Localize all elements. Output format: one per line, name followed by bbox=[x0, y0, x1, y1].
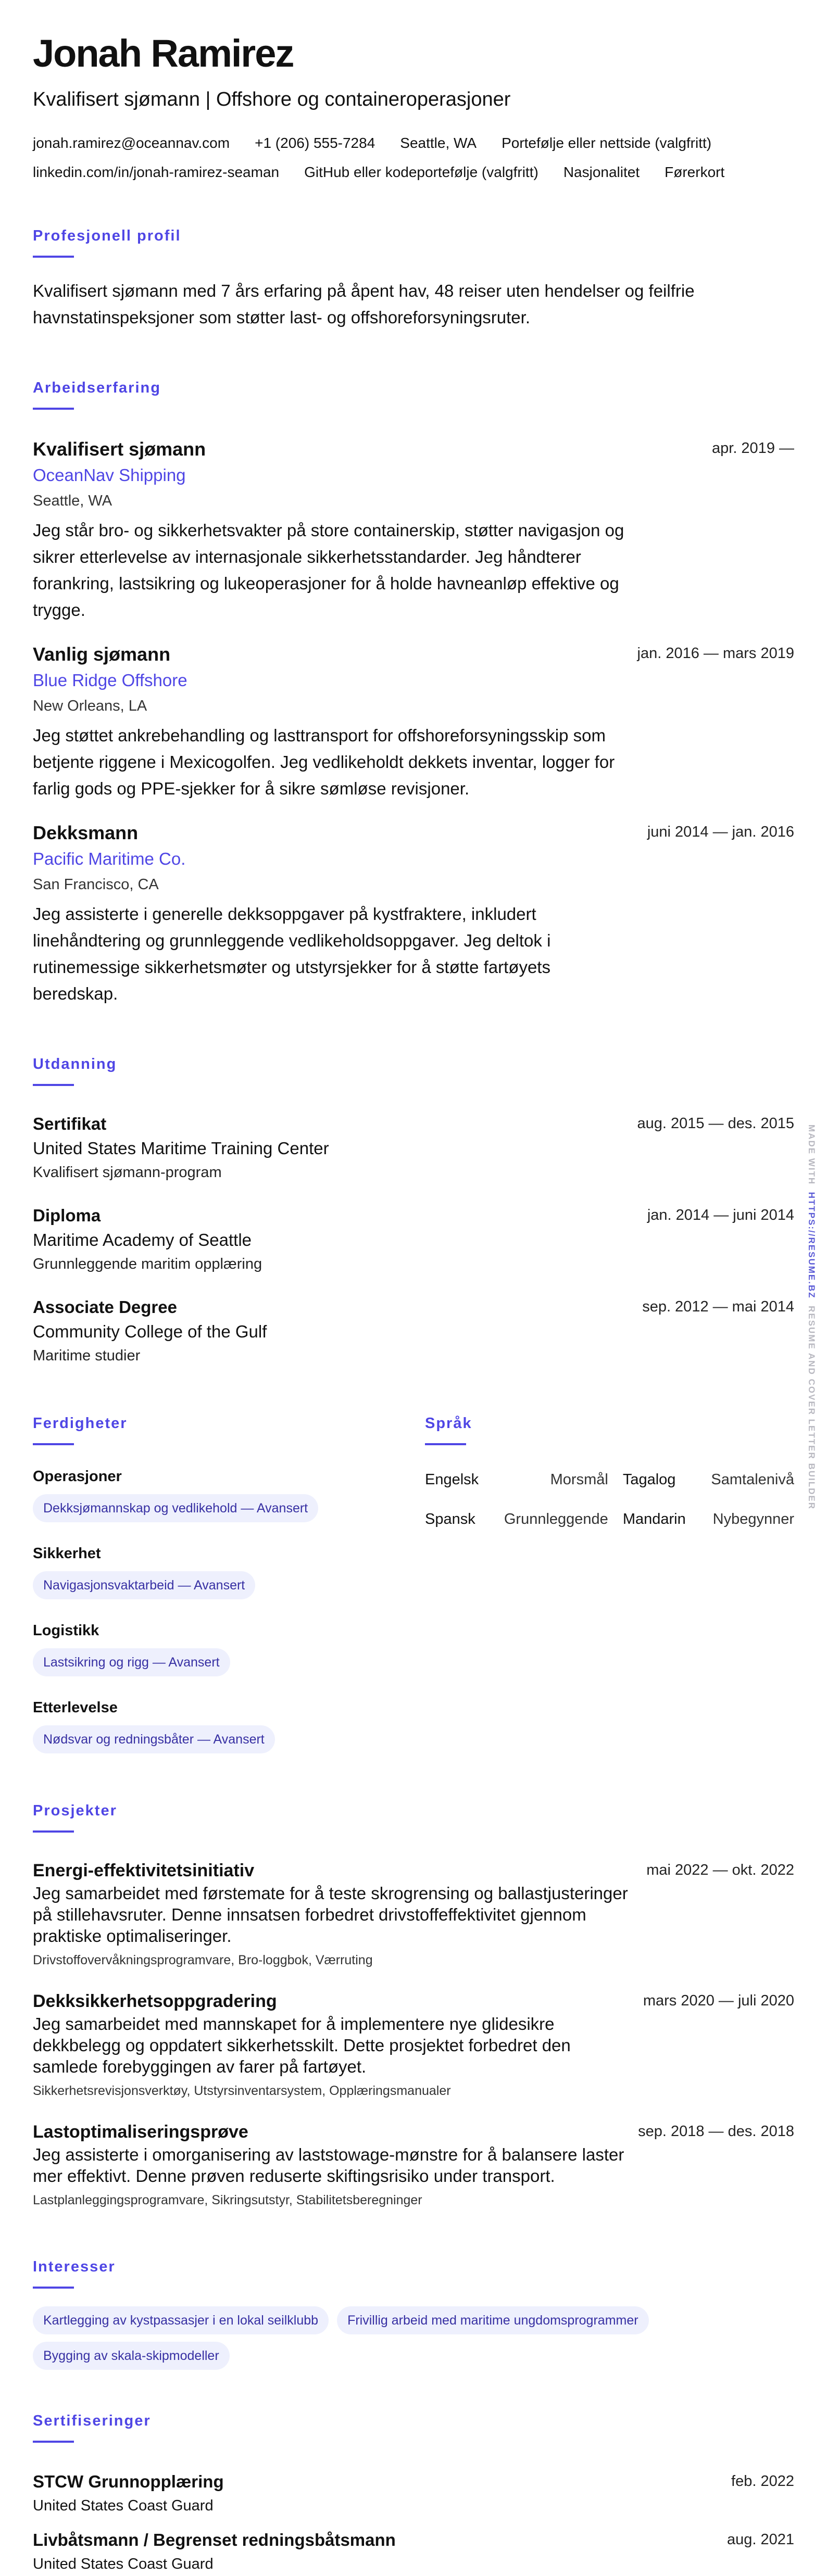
interest-chip: Kartlegging av kystpassasjer i en lokal seilklubb bbox=[33, 2306, 329, 2334]
contact-nationality: Nasjonalitet bbox=[563, 163, 640, 180]
certification-issuer: United States Coast Guard bbox=[33, 2555, 214, 2572]
candidate-title: Kvalifisert sjømann | Offshore og containeroperasjoner bbox=[33, 89, 511, 111]
section-divider bbox=[33, 2287, 74, 2289]
job-title: Vanlig sjømann bbox=[33, 643, 171, 665]
builder-watermark bbox=[804, 1125, 819, 1510]
certification-entry bbox=[33, 2470, 794, 2518]
degree: Associate Degree bbox=[33, 1297, 177, 1317]
section-heading: Prosjekter bbox=[33, 1802, 117, 1819]
resume-page bbox=[33, 0, 794, 2576]
job-title: Dekksmann bbox=[33, 822, 139, 843]
project-description: Jeg assisterte i omorganisering av laststowage-mønstre for å balansere laster mer effektivt. Denne prøven reduserte skiftingsrisiko under transport. bbox=[33, 2144, 624, 2186]
section-heading: Profesjonell profil bbox=[33, 227, 181, 244]
contact-email[interactable]: jonah.ramirez@oceannav.com bbox=[33, 134, 230, 151]
experience-entry bbox=[33, 820, 794, 1007]
program: Grunnleggende maritim opplæring bbox=[33, 1255, 262, 1272]
section-divider bbox=[425, 1443, 466, 1445]
job-title: Kvalifisert sjømann bbox=[33, 438, 206, 460]
skill-category: Operasjoner bbox=[33, 1468, 122, 1485]
section-divider bbox=[33, 1084, 74, 1086]
job-description: Jeg støttet ankrebehandling og lasttransport for offshoreforsyningsskip som betjente riggene i Mexicogolfen. Jeg vedlikeholdt dekkets inventar, logger for farlig gods og PPE-sjekker for å sikre sømløse revisjoner. bbox=[33, 725, 615, 798]
education-date: jan. 2014 — juni 2014 bbox=[647, 1206, 794, 1223]
education-date: sep. 2012 — mai 2014 bbox=[642, 1298, 794, 1315]
job-location: New Orleans, LA bbox=[33, 697, 147, 714]
education-entry bbox=[33, 1295, 794, 1367]
degree: Sertifikat bbox=[33, 1114, 107, 1133]
job-company: OceanNav Shipping bbox=[33, 465, 186, 485]
interest-chip: Bygging av skala-skipmodeller bbox=[33, 2342, 230, 2370]
section-divider bbox=[33, 408, 74, 410]
contact-portfolio[interactable]: Portefølje eller nettside (valgfritt) bbox=[502, 134, 712, 151]
interest-chip: Frivillig arbeid med maritime ungdomsprogrammer bbox=[337, 2306, 649, 2334]
project-tools: Lastplanleggingsprogramvare, Sikringsutstyr, Stabilitetsberegninger bbox=[33, 2192, 422, 2207]
job-company: Blue Ridge Offshore bbox=[33, 670, 187, 690]
project-title: Dekksikkerhetsoppgradering bbox=[33, 1991, 277, 2011]
degree: Diploma bbox=[33, 1205, 101, 1225]
language-name: Tagalog bbox=[622, 1471, 676, 1488]
skills-languages-row bbox=[33, 1414, 794, 1753]
education-entry bbox=[33, 1112, 794, 1184]
project-date: mai 2022 — okt. 2022 bbox=[646, 1861, 794, 1878]
contact-location: Seattle, WA bbox=[400, 134, 477, 151]
project-description: Jeg samarbeidet med mannskapet for å implementere nye glidesikre dekkbelegg og oppdatert sikkerhetsskilt. Dette prosjektet forbedret den samlede forebyggingen av farer på fartøyet. bbox=[33, 2014, 571, 2076]
certification-date: aug. 2021 bbox=[726, 2531, 794, 2548]
skill-category: Etterlevelse bbox=[33, 1699, 118, 1716]
certification-entry bbox=[33, 2528, 794, 2576]
contact-license: Førerkort bbox=[665, 163, 725, 180]
section-heading: Arbeidserfaring bbox=[33, 379, 161, 396]
job-location: Seattle, WA bbox=[33, 492, 112, 509]
job-description: Jeg assisterte i generelle dekksoppgaver på kystfraktere, inkludert linehåndtering og grunnleggende vedlikeholdsoppgaver. Jeg deltok i rutinemessige sikkerhetsmøter og utstyrsjekker for å støtte fartøyets beredskap. bbox=[33, 904, 551, 1003]
skill-category: Logistikk bbox=[33, 1622, 99, 1639]
job-date: juni 2014 — jan. 2016 bbox=[647, 823, 794, 840]
language-name: Spansk bbox=[425, 1510, 475, 1527]
project-entry bbox=[33, 1989, 794, 2101]
contact-github[interactable]: GitHub eller kodeportefølje (valgfritt) bbox=[304, 163, 538, 180]
candidate-name: Jonah Ramirez bbox=[33, 32, 294, 75]
job-date: apr. 2019 — bbox=[712, 439, 794, 457]
watermark-prefix: MADE WITH bbox=[807, 1125, 817, 1185]
language-level: Nybegynner bbox=[712, 1510, 794, 1527]
certification-date: feb. 2022 bbox=[731, 2472, 794, 2490]
languages-section bbox=[425, 1414, 794, 1753]
language-list bbox=[425, 1469, 794, 1530]
section-heading: Interesser bbox=[33, 2258, 116, 2275]
job-description: Jeg står bro- og sikkerhetsvakter på store containerskip, støtter navigasjon og sikrer etterlevelse av internasjonale sikkerhetsstandarder. Jeg håndterer forankring, lastsikring og lukeoperasjoner for å holde havneanløp effektive og trygge. bbox=[33, 520, 624, 620]
project-tools: Drivstoffovervåkningsprogramvare, Bro-loggbok, Værruting bbox=[33, 1952, 373, 1967]
watermark-suffix: RESUME AND COVER LETTER BUILDER bbox=[807, 1306, 817, 1510]
interest-list bbox=[33, 2299, 710, 2370]
experience-entry bbox=[33, 642, 794, 802]
section-divider bbox=[33, 1443, 74, 1445]
profile-text: Kvalifisert sjømann med 7 års erfaring på åpent hav, 48 reiser uten hendelser og feilfrie havnstatinspeksjoner som støtter last- og offshoreforsyningsruter. bbox=[33, 281, 695, 327]
section-heading: Språk bbox=[425, 1415, 472, 1432]
job-location: San Francisco, CA bbox=[33, 876, 159, 893]
section-heading: Utdanning bbox=[33, 1055, 117, 1072]
project-date: sep. 2018 — des. 2018 bbox=[638, 2123, 794, 2140]
project-tools: Sikkerhetsrevisjonsverktøy, Utstyrsinventarsystem, Opplæringsmanualer bbox=[33, 2083, 451, 2098]
contact-list bbox=[33, 134, 794, 182]
section-heading: Sertifiseringer bbox=[33, 2412, 151, 2429]
section-divider bbox=[33, 256, 74, 258]
project-entry bbox=[33, 2120, 794, 2211]
interests-section bbox=[33, 2257, 794, 2370]
section-divider bbox=[33, 1830, 74, 1833]
language-name: Mandarin bbox=[622, 1510, 686, 1527]
skill-chip: Navigasjonsvaktarbeid — Avansert bbox=[33, 1571, 255, 1599]
experience-entry bbox=[33, 437, 794, 623]
contact-phone: +1 (206) 555-7284 bbox=[255, 134, 375, 151]
school: United States Maritime Training Center bbox=[33, 1138, 329, 1158]
projects-section bbox=[33, 1801, 794, 2211]
project-entry bbox=[33, 1859, 794, 1971]
certification-title: Livbåtsmann / Begrenset redningsbåtsmann bbox=[33, 2530, 396, 2549]
section-divider bbox=[33, 2441, 74, 2443]
skill-category: Sikkerhet bbox=[33, 1545, 101, 1562]
section-heading: Ferdigheter bbox=[33, 1415, 128, 1432]
certifications-section bbox=[33, 2411, 794, 2576]
skill-chip: Lastsikring og rigg — Avansert bbox=[33, 1648, 230, 1676]
school: Community College of the Gulf bbox=[33, 1321, 267, 1341]
language-name: Engelsk bbox=[425, 1471, 479, 1488]
watermark-link[interactable]: HTTPS://RESUME.BZ bbox=[807, 1192, 817, 1299]
project-description: Jeg samarbeidet med førstemate for å teste skrogrensing og ballastjusteringer på stillehavsruter. Denne innsatsen forbedret drivstoffeffektivitet gjennom praktiske optimaliseringer. bbox=[33, 1883, 628, 1946]
project-date: mars 2020 — juli 2020 bbox=[643, 1992, 794, 2009]
certification-issuer: United States Coast Guard bbox=[33, 2497, 214, 2514]
language-level: Samtalenivå bbox=[711, 1471, 794, 1488]
language-level: Grunnleggende bbox=[504, 1510, 608, 1527]
certification-title: STCW Grunnopplæring bbox=[33, 2471, 224, 2491]
experience-section bbox=[33, 378, 794, 1007]
job-company: Pacific Maritime Co. bbox=[33, 849, 186, 868]
profile-section bbox=[33, 226, 794, 331]
education-section bbox=[33, 1055, 794, 1367]
skill-chip: Dekksjømannskap og vedlikehold — Avansert bbox=[33, 1494, 318, 1522]
skills-section bbox=[33, 1414, 425, 1753]
contact-linkedin[interactable]: linkedin.com/in/jonah-ramirez-seaman bbox=[33, 163, 280, 180]
project-title: Lastoptimaliseringsprøve bbox=[33, 2122, 248, 2142]
education-date: aug. 2015 — des. 2015 bbox=[637, 1115, 794, 1132]
education-entry bbox=[33, 1204, 794, 1276]
skill-chip: Nødsvar og redningsbåter — Avansert bbox=[33, 1725, 275, 1753]
language-level: Morsmål bbox=[550, 1471, 608, 1488]
job-date: jan. 2016 — mars 2019 bbox=[637, 645, 794, 662]
project-title: Energi-effektivitetsinitiativ bbox=[33, 1860, 255, 1880]
program: Maritime studier bbox=[33, 1347, 141, 1364]
program: Kvalifisert sjømann-program bbox=[33, 1164, 222, 1181]
school: Maritime Academy of Seattle bbox=[33, 1230, 252, 1249]
